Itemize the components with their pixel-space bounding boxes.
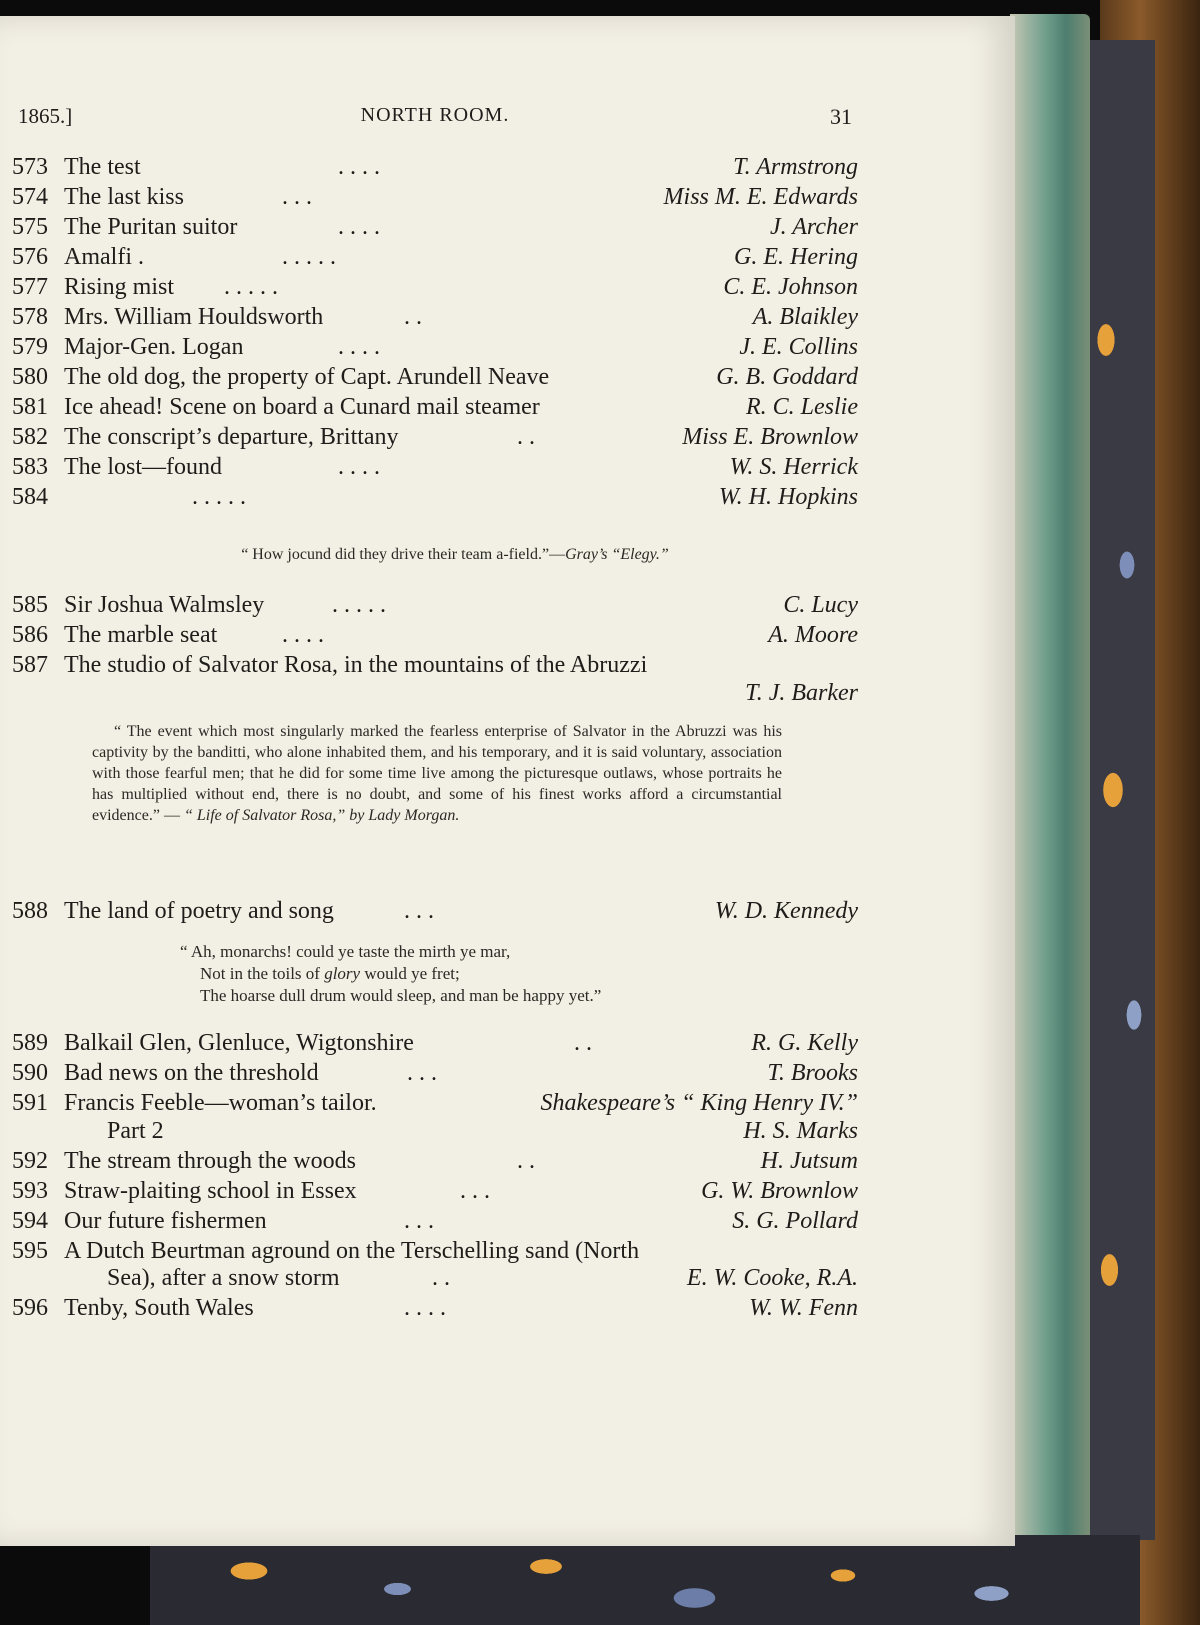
entry-artist: S. G. Pollard xyxy=(732,1208,858,1234)
entry-title: Sir Joshua Walmsley xyxy=(64,592,265,618)
quote-line xyxy=(180,963,740,985)
entry-artist: G. E. Hering xyxy=(734,244,858,270)
page-number: 31 xyxy=(830,104,852,129)
entry-artist: T. Brooks xyxy=(767,1060,858,1086)
entry-row-continued xyxy=(12,1116,858,1146)
entry-artist: W. H. Hopkins xyxy=(718,484,858,510)
entry-artist: C. Lucy xyxy=(783,592,858,618)
entry-title: The old dog, the property of Capt. Arundell Neave xyxy=(64,364,550,390)
leader-dots: . . . . . xyxy=(282,244,336,270)
entry-row xyxy=(12,1293,858,1323)
entry-artist: H. S. Marks xyxy=(743,1118,858,1144)
entry-number: 582 xyxy=(12,424,48,450)
entry-row xyxy=(12,1146,858,1176)
entry-number: 574 xyxy=(12,184,48,210)
entry-title: Sea), after a snow storm xyxy=(107,1265,340,1291)
entry-artist: Miss E. Brownlow xyxy=(682,424,858,450)
entry-title: Amalfi . xyxy=(64,244,144,270)
entry-row xyxy=(12,332,858,362)
entry-number: 591 xyxy=(12,1090,48,1116)
entry-artist: W. S. Herrick xyxy=(729,454,858,480)
entry-title: Major-Gen. Logan xyxy=(64,334,244,360)
entry-row xyxy=(12,452,858,482)
page-edges xyxy=(1010,14,1090,1554)
entry-row xyxy=(12,1176,858,1206)
leader-dots: . . . . . xyxy=(192,484,246,510)
entry-title: Our future fishermen xyxy=(64,1208,267,1234)
quote-text: “ The event which most singularly marked the fearless enterprise of Salvator in the Abruzzi was his captivity by the banditti, who alone inhabited them, and his temporary, and it is said voluntary, association with those fearful men; that he did for some time live among the picturesque outlaws, whose portraits he has multiplied without end, there is no doubt, and some of his finest works afford a circumstantial evidence.” — xyxy=(92,723,782,824)
entry-row xyxy=(12,896,858,926)
entry-title: The conscript’s departure, Brittany xyxy=(64,424,399,450)
entry-source: Shakespeare’s “ King Henry IV.” xyxy=(540,1090,858,1116)
entry-row xyxy=(12,242,858,272)
quote-citation: “ Life of Salvator Rosa,” by Lady Morgan. xyxy=(183,807,460,824)
leader-dots: . . xyxy=(517,1148,535,1174)
entry-title: Mrs. William Houldsworth xyxy=(64,304,324,330)
entry-artist: Miss M. E. Edwards xyxy=(663,184,858,210)
entry-number: 593 xyxy=(12,1178,48,1204)
entry-title: Tenby, South Wales xyxy=(64,1295,254,1321)
entry-number: 579 xyxy=(12,334,48,360)
entry-row xyxy=(12,392,858,422)
entry-title: The land of poetry and song xyxy=(64,898,334,924)
entry-number: 577 xyxy=(12,274,48,300)
entry-row xyxy=(12,590,858,620)
leader-dots: . . . . xyxy=(338,214,380,240)
entry-artist: J. E. Collins xyxy=(739,334,858,360)
entry-row xyxy=(12,422,858,452)
leader-dots: . . . . xyxy=(338,334,380,360)
entry-number: 594 xyxy=(12,1208,48,1234)
entry-row xyxy=(12,302,858,332)
entry-title: Part 2 xyxy=(107,1118,164,1144)
leader-dots: . . . xyxy=(404,898,434,924)
entry-number: 583 xyxy=(12,454,48,480)
entry-row xyxy=(12,620,858,650)
entry-row xyxy=(12,1088,858,1118)
entry-artist: G. W. Brownlow xyxy=(701,1178,858,1204)
leader-dots: . . . . . xyxy=(224,274,278,300)
entry-number: 573 xyxy=(12,154,48,180)
entry-number: 581 xyxy=(12,394,48,420)
entry-artist: E. W. Cooke, R.A. xyxy=(686,1265,858,1291)
quote-text: “ How jocund did they drive their team a-field.”— xyxy=(241,546,566,563)
entry-title: Straw-plaiting school in Essex xyxy=(64,1178,357,1204)
entry-artist: R. C. Leslie xyxy=(746,394,858,420)
entry-row xyxy=(12,362,858,392)
entry-artist: H. Jutsum xyxy=(760,1148,858,1174)
quote-citation: Gray’s “Elegy.” xyxy=(565,546,669,563)
leader-dots: . . xyxy=(517,424,535,450)
entry-number: 590 xyxy=(12,1060,48,1086)
entry-row xyxy=(12,1058,858,1088)
quote-line: “ Ah, monarchs! could ye taste the mirth ye mar, xyxy=(180,942,511,961)
quote-587 xyxy=(92,721,782,826)
leader-dots: . . . . xyxy=(282,622,324,648)
marbled-endpaper-bottom xyxy=(150,1535,1140,1625)
entry-row xyxy=(12,650,858,680)
entry-title: The lost—found xyxy=(64,454,222,480)
entry-row xyxy=(12,1028,858,1058)
entry-artist: C. E. Johnson xyxy=(723,274,858,300)
entry-row-continued xyxy=(12,1263,858,1293)
entry-title: Rising mist xyxy=(64,274,175,300)
quote-588 xyxy=(180,941,740,1007)
leader-dots: . . . xyxy=(407,1060,437,1086)
entry-artist: W. D. Kennedy xyxy=(714,898,858,924)
entry-title: Balkail Glen, Glenluce, Wigtonshire xyxy=(64,1030,414,1056)
leader-dots: . . xyxy=(404,304,422,330)
entry-artist: A. Blaikley xyxy=(752,304,858,330)
entry-artist: J. Archer xyxy=(770,214,858,240)
leader-dots: . . xyxy=(574,1030,592,1056)
entry-artist: T. J. Barker xyxy=(745,680,858,706)
entry-number: 586 xyxy=(12,622,48,648)
header-year: 1865.] xyxy=(18,104,73,128)
quote-fragment: Not in the toils of xyxy=(200,964,325,983)
leader-dots: . . . . . xyxy=(332,592,386,618)
leader-dots: . . . . xyxy=(338,154,380,180)
marbled-endpaper-side xyxy=(1085,40,1155,1540)
quote-emphasis: glory xyxy=(324,964,361,983)
entry-row xyxy=(12,152,858,182)
entry-artist: T. Armstrong xyxy=(733,154,858,180)
entry-number: 588 xyxy=(12,898,48,924)
entry-row xyxy=(12,272,858,302)
catalogue-page xyxy=(0,16,1015,1546)
entry-title: The stream through the woods xyxy=(64,1148,356,1174)
entry-row xyxy=(12,182,858,212)
leader-dots: . . . xyxy=(460,1178,490,1204)
entry-title: Bad news on the threshold xyxy=(64,1060,319,1086)
entry-title: The marble seat xyxy=(64,622,218,648)
entry-row-continued xyxy=(12,678,858,708)
entry-number: 592 xyxy=(12,1148,48,1174)
header-room: NORTH ROOM. xyxy=(360,104,510,126)
entry-title: A Dutch Beurtman aground on the Terschelling sand (North xyxy=(64,1238,640,1264)
entry-row xyxy=(12,212,858,242)
entry-row xyxy=(12,482,858,512)
entry-row xyxy=(12,1236,858,1266)
entry-title: Francis Feeble—woman’s tailor. xyxy=(64,1090,377,1116)
entry-number: 578 xyxy=(12,304,48,330)
entry-title: The Puritan suitor xyxy=(64,214,238,240)
entry-number: 584 xyxy=(12,484,48,510)
entry-title: Ice ahead! Scene on board a Cunard mail steamer xyxy=(64,394,540,420)
entry-row xyxy=(12,1206,858,1236)
entry-number: 589 xyxy=(12,1030,48,1056)
entry-artist: G. B. Goddard xyxy=(716,364,858,390)
leader-dots: . . xyxy=(432,1265,450,1291)
entry-number: 587 xyxy=(12,652,48,678)
entry-title: The last kiss xyxy=(64,184,184,210)
entry-title: The studio of Salvator Rosa, in the mountains of the Abruzzi xyxy=(64,652,648,678)
entry-artist: W. W. Fenn xyxy=(749,1295,858,1321)
entry-number: 576 xyxy=(12,244,48,270)
leader-dots: . . . . xyxy=(338,454,380,480)
leader-dots: . . . . xyxy=(404,1295,446,1321)
entry-number: 575 xyxy=(12,214,48,240)
entry-artist: R. G. Kelly xyxy=(751,1030,858,1056)
leader-dots: . . . xyxy=(282,184,312,210)
entry-number: 580 xyxy=(12,364,48,390)
entry-number: 585 xyxy=(12,592,48,618)
entry-artist: A. Moore xyxy=(768,622,858,648)
leader-dots: . . . xyxy=(404,1208,434,1234)
quote-line: The hoarse dull drum would sleep, and man be happy yet.” xyxy=(200,986,602,1005)
entry-number: 596 xyxy=(12,1295,48,1321)
entry-title: The test xyxy=(64,154,141,180)
quote-fragment: would ye fret; xyxy=(360,964,460,983)
quote-584 xyxy=(135,544,775,565)
entry-number: 595 xyxy=(12,1238,48,1264)
